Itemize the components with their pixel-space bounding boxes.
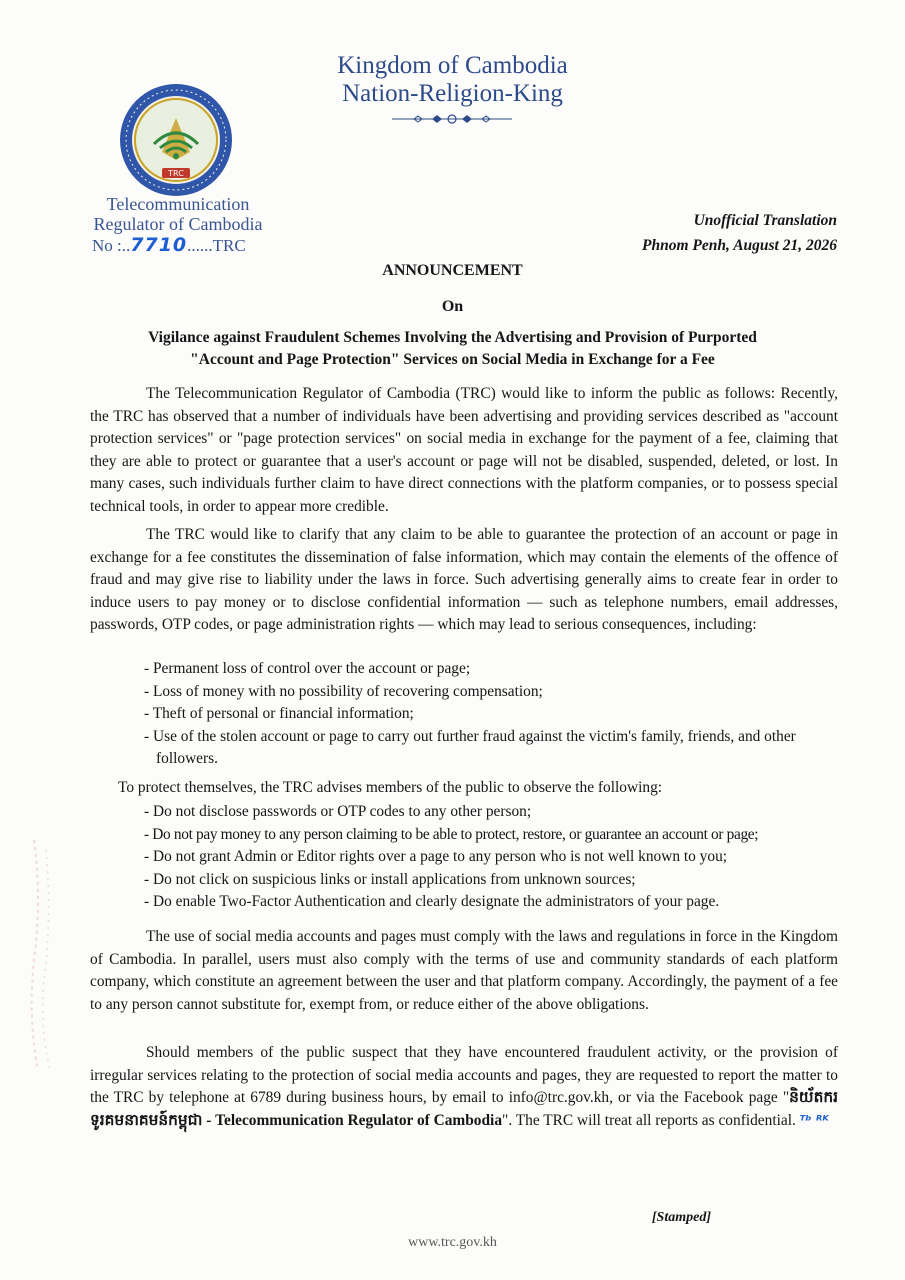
agency-line2: Regulator of Cambodia <box>93 214 263 234</box>
list-item: - Do not disclose passwords or OTP codes to any other person; <box>144 803 532 820</box>
ref-prefix: No :.. <box>92 236 131 255</box>
paragraph-3 <box>90 926 838 1016</box>
ref-number-handwritten: 7710 <box>130 234 188 256</box>
handwritten-initials: ᵀᵇ ᴿᴷ <box>799 1113 829 1129</box>
subject-heading <box>0 327 905 371</box>
trc-seal-logo <box>118 82 234 198</box>
list-item: - Do not pay money to any person claiming to be able to protect, restore, or guarantee an account or page; <box>144 825 759 843</box>
document-meta <box>642 208 837 258</box>
paper-edge-mark <box>24 840 64 1070</box>
logo-badge-text: TRC <box>168 169 184 178</box>
place-date: Phnom Penh, August 21, 2026 <box>642 237 837 254</box>
list-item: - Do enable Two-Factor Authentication and clearly designate the administrators of your page. <box>144 893 720 911</box>
paragraph-4 <box>90 1042 838 1133</box>
advice-list <box>90 801 838 914</box>
list-item: - Do not grant Admin or Editor rights over a page to any person who is not well known to you; <box>144 848 728 866</box>
paragraph-1-text: The Telecommunication Regulator of Cambodia (TRC) would like to inform the public as follows: Recently, the TRC has observed that a number of individuals have been advertising and providing services described as "account protection services" or "page protection services" on social media in exchange for the payment of a fee, claiming that they are able to protect or guarantee that a user's account or page will not be disabled, suspended, deleted, or lost. In many cases, such individuals further claim to have direct connections with the platform companies, or to possess special technical tools, in order to appear more credible. <box>90 385 838 515</box>
reference-number <box>92 234 246 256</box>
list-item: - Do not click on suspicious links or install applications from unknown sources; <box>144 870 636 888</box>
announcement-heading: ANNOUNCEMENT <box>382 262 523 279</box>
list-item: - Permanent loss of control over the account or page; <box>144 660 471 677</box>
list-item: - Loss of money with no possibility of recovering compensation; <box>144 682 543 700</box>
subject-line2: "Account and Page Protection" Services on Social Media in Exchange for a Fee <box>190 351 715 368</box>
ornament-divider <box>392 112 512 126</box>
paragraph-4-end: ". The TRC will treat all reports as confidential. <box>502 1111 796 1129</box>
subject-line1: Vigilance against Fraudulent Schemes Involving the Advertising and Provision of Purported <box>148 329 757 346</box>
consequences-list <box>90 658 838 771</box>
on-heading: On <box>441 298 464 315</box>
paragraph-2-text: The TRC would like to clarify that any claim to be able to guarantee the protection of an account or page in exchange for a fee constitutes the dissemination of false information, which may contain the elements of the offence of fraud and may give rise to liability under the laws in force. Such advertising generally aims to create fear in order to induce users to pay money or to disclose confidential information — such as telephone numbers, email addresses, passwords, OTP codes, or page administration rights — which may lead to serious consequences, including: <box>90 526 838 634</box>
agency-name <box>60 194 296 234</box>
website-link[interactable]: www.trc.gov.kh <box>408 1235 497 1250</box>
paragraph-1 <box>90 383 838 519</box>
protect-intro: To protect themselves, the TRC advises members of the public to observe the following: <box>118 779 663 796</box>
paragraph-3-text: The use of social media accounts and pages must comply with the laws and regulations in force in the Kingdom of Cambodia. In parallel, users must also comply with the terms of use and community standards of each platform company, which constitute an agreement between the user and that platform company. Accordingly, the payment of a fee to any person cannot substitute for, exempt from, or reduce either of the above obligations. <box>90 928 838 1013</box>
stamped-note: [Stamped] <box>651 1210 711 1225</box>
kingdom-line1: Kingdom of Cambodia <box>337 52 568 79</box>
list-item: - Use of the stolen account or page to carry out further fraud against the victim's family, friends, and other followers. <box>144 727 796 768</box>
kingdom-line2: Nation-Religion-King <box>342 80 563 107</box>
ref-suffix: ......TRC <box>187 236 246 255</box>
list-item: - Theft of personal or financial information; <box>144 705 414 723</box>
facebook-page-name: និយ័តករទូរគមនាគមន៍កម្ពុជា - Telecommunication Regulator of Cambodia <box>90 1089 838 1129</box>
agency-line1: Telecommunication <box>106 194 250 214</box>
paragraph-4-text <box>90 1042 838 1133</box>
paragraph-4-start: Should members of the public suspect that they have encountered fraudulent activity, or the provision of irregular services relating to the protection of social media accounts and pages, they are requested to report the matter to the TRC by telephone at 6789 during business hours, by email to info@trc.gov.kh, or via the Facebook page " <box>90 1044 838 1107</box>
paragraph-2 <box>90 524 838 637</box>
translation-note: Unofficial Translation <box>693 212 837 229</box>
